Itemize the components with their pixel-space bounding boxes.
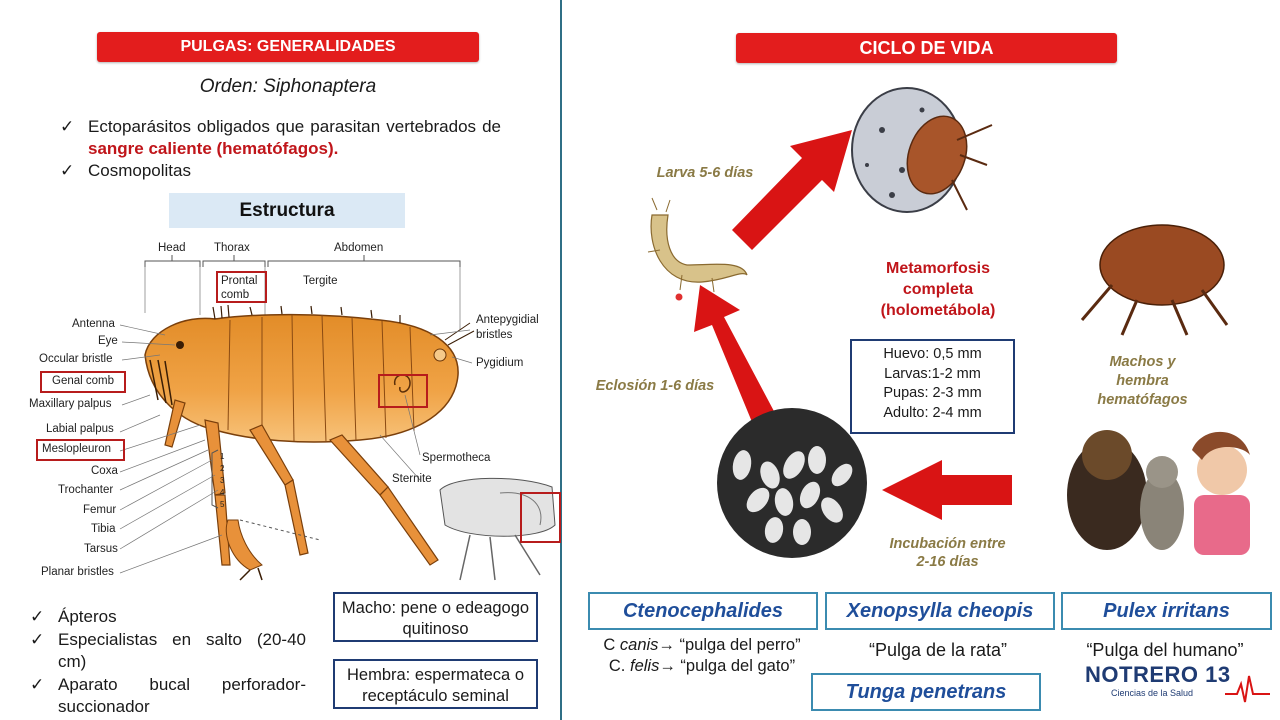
order-prefix: Orden: <box>199 76 264 97</box>
right-title-banner: CICLO DE VIDA <box>736 33 1117 63</box>
bullet-apteros: ✓ Ápteros <box>28 606 306 629</box>
label-head: Head <box>158 242 186 254</box>
bullet-aparato-bucal: ✓ Aparato bucal perforador-succionador <box>30 674 306 716</box>
label-tarsus: Tarsus <box>84 543 118 555</box>
female-box: Hembra: espermateca o receptáculo seminal <box>333 659 538 709</box>
species-xenopsylla: Xenopsylla cheopis <box>825 592 1055 630</box>
metamorphosis-text: Metamorfosis completa (holometábola) <box>880 260 996 319</box>
label-thorax: Thorax <box>214 242 250 254</box>
label-num-3: 3 <box>220 476 225 485</box>
logo-sub: Ciencias de la Salud <box>1111 688 1194 698</box>
label-num-4: 4 <box>220 488 225 497</box>
check-icon: ✓ <box>30 607 45 626</box>
label-genal-comb: Genal comb <box>52 375 115 387</box>
logo-main: NOTRERO 13 <box>1085 662 1231 687</box>
order-line <box>97 76 479 98</box>
check-icon: ✓ <box>30 674 45 694</box>
label-tibia: Tibia <box>91 523 116 535</box>
label-spermotheca: Spermotheca <box>422 452 491 464</box>
cteno-felis-line: C. felis→ “pulga del gato” <box>608 657 796 675</box>
larva-duration-label: Larva 5-6 días <box>656 165 754 181</box>
bottom-bullets <box>28 606 306 719</box>
cteno-canis-line: C canis→ “pulga del perro” <box>603 636 801 654</box>
check-icon: ✓ <box>60 117 75 136</box>
label-meslopleuron: Meslopleuron <box>42 443 112 455</box>
flea-anatomy-diagram <box>0 235 560 585</box>
arrow-right-icon: → <box>658 636 675 654</box>
sizes-box: Huevo: 0,5 mm Larvas:1-2 mm Pupas: 2-3 mm Adulto: 2-4 mm <box>850 339 1015 434</box>
adults-label: Machos y hembra hematófagos <box>1097 354 1188 408</box>
eclosion-label: Eclosión 1-6 días <box>595 378 715 394</box>
highlight-genal-comb <box>40 371 126 393</box>
life-cycle-graphic <box>562 70 1280 590</box>
species-tunga: Tunga penetrans <box>811 673 1041 711</box>
label-antepygidial: Antepygidial bristles <box>476 314 539 341</box>
label-tergite: Tergite <box>303 275 338 287</box>
label-femur: Femur <box>83 504 117 516</box>
label-sternite: Sternite <box>392 473 432 485</box>
label-planar: Planar bristles <box>41 566 114 578</box>
xenopsylla-common-name: “Pulga de la rata” <box>868 640 1008 660</box>
label-prontal-comb: Prontal comb <box>221 275 258 301</box>
bullet-salto: ✓ Especialistas en salto (20-40 cm) <box>30 629 306 671</box>
label-occular: Occular bristle <box>39 353 113 365</box>
heartbeat-icon <box>1225 666 1270 706</box>
structure-banner: Estructura <box>169 193 405 228</box>
label-abdomen: Abdomen <box>334 242 384 254</box>
label-coxa: Coxa <box>91 465 118 477</box>
label-num-2: 2 <box>220 464 225 473</box>
left-title-banner: PULGAS: GENERALIDADES <box>97 32 479 62</box>
label-trochanter: Trochanter <box>58 484 114 496</box>
label-num-5: 5 <box>220 500 225 509</box>
check-icon: ✓ <box>60 161 75 180</box>
label-labial: Labial palpus <box>46 423 114 435</box>
label-antenna: Antenna <box>72 318 115 330</box>
male-box: Macho: pene o edeagogo quitinoso <box>333 592 538 642</box>
bullet-cosmopolitas: ✓ Cosmopolitas <box>60 161 191 180</box>
highlight-text: sangre caliente (hematófagos). <box>88 139 339 158</box>
species-ctenocephalides: Ctenocephalides <box>588 592 818 630</box>
notrero-logo <box>1085 662 1270 712</box>
label-num-1: 1 <box>220 452 225 461</box>
highlight-male-genitalia <box>520 492 561 543</box>
incubation-label: Incubación entre 2-16 días <box>889 536 1006 570</box>
check-icon: ✓ <box>30 629 45 649</box>
label-pygidium: Pygidium <box>476 357 524 369</box>
label-maxillary: Maxillary palpus <box>29 398 112 410</box>
arrow-right-icon: → <box>659 657 676 675</box>
highlight-spermotheca <box>378 374 428 408</box>
highlight-meslopleuron <box>36 439 125 461</box>
top-bullets <box>58 116 501 182</box>
ctenocephalides-common-names <box>582 635 822 677</box>
order-name: Siphonaptera <box>263 76 377 97</box>
label-eye: Eye <box>98 335 118 347</box>
bullet-ectoparasites: ✓ Ectoparásitos obligados que parasitan vertebrados de sangre caliente (hematófagos). <box>60 117 501 158</box>
highlight-prontal-comb <box>216 271 267 303</box>
species-pulex: Pulex irritans <box>1061 592 1272 630</box>
pulex-common-name: “Pulga del humano” <box>1086 640 1244 660</box>
